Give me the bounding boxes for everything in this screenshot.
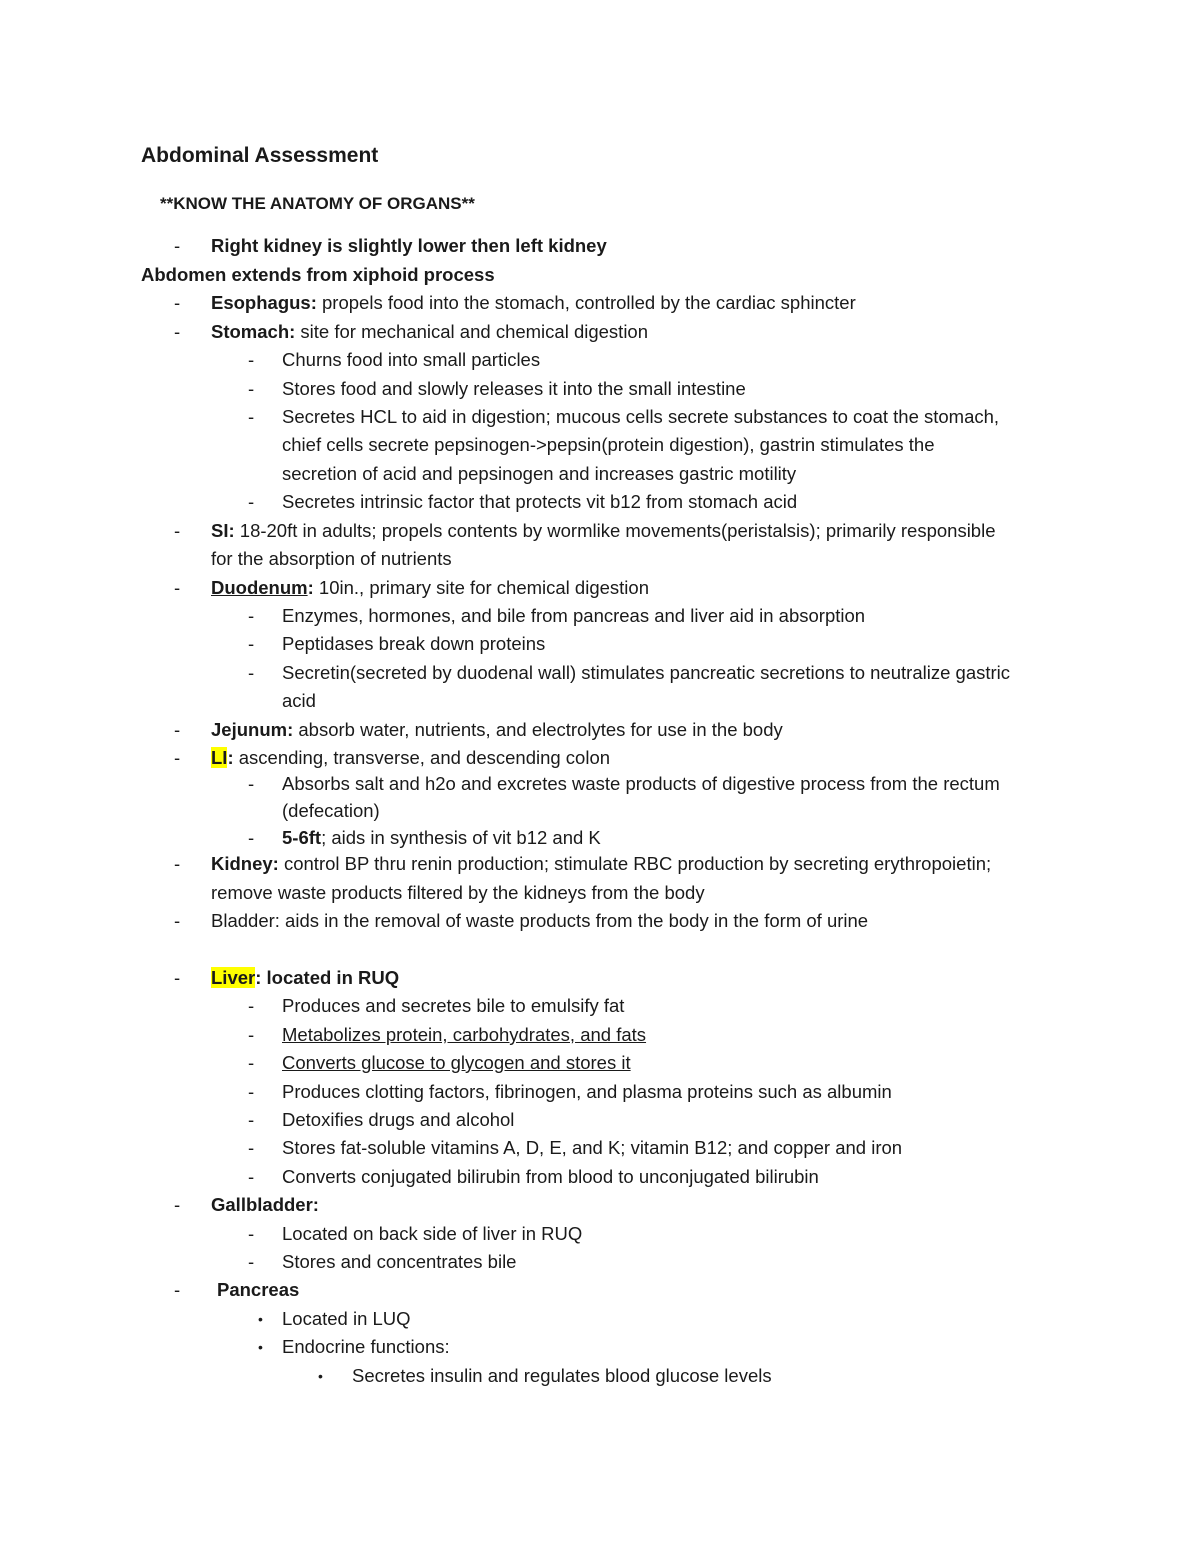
liver-item (211, 965, 399, 991)
kidney-note: Right kidney is slightly lower then left kidney (211, 235, 607, 256)
dash-marker: - (174, 747, 181, 768)
li-subitem-cont: (defecation) (282, 800, 380, 821)
dash-marker: - (174, 1279, 181, 1300)
liver-text: : located in RUQ (255, 967, 400, 988)
dash-marker: - (174, 967, 181, 988)
page-title: Abdominal Assessment (141, 144, 379, 167)
esophagus-term: Esophagus: (211, 292, 317, 313)
si-cont: for the absorption of nutrients (211, 548, 452, 569)
bullet-marker: • (258, 1339, 263, 1355)
bladder-item: Bladder: aids in the removal of waste products from the body in the form of urine (211, 910, 869, 931)
stomach-subitem: Secretes HCL to aid in digestion; mucous cells secrete substances to coat the stomach, (282, 406, 1000, 427)
jejunum-item (211, 717, 783, 743)
stomach-subitem: Churns food into small particles (282, 349, 541, 370)
liver-subitem: Produces clotting factors, fibrinogen, and plasma proteins such as albumin (282, 1081, 892, 1102)
pancreas-subitem: Located in LUQ (282, 1308, 411, 1329)
duodenum-colon: : (307, 577, 314, 598)
liver-subitem: Metabolizes protein, carbohydrates, and fats (282, 1024, 647, 1045)
li-text: ascending, transverse, and descending colon (233, 747, 611, 768)
duodenum-subitem: Enzymes, hormones, and bile from pancreas and liver aid in absorption (282, 605, 866, 626)
gallbladder-term: Gallbladder: (211, 1194, 319, 1215)
dash-marker: - (174, 853, 181, 874)
duodenum-item (211, 575, 649, 601)
stomach-item (211, 319, 648, 345)
kidney-term: Kidney: (211, 853, 279, 874)
duodenum-term: Duodenum (211, 577, 308, 598)
dash-marker: - (174, 520, 181, 541)
dash-marker: - (248, 1024, 255, 1045)
pancreas-subsubitem: Secretes insulin and regulates blood glucose levels (352, 1365, 772, 1386)
si-item (211, 518, 996, 544)
liver-subitem: Stores fat-soluble vitamins A, D, E, and K; vitamin B12; and copper and iron (282, 1137, 903, 1158)
jejunum-text: absorb water, nutrients, and electrolytes for use in the body (293, 719, 783, 740)
dash-marker: - (174, 235, 181, 256)
dash-marker: - (174, 577, 181, 598)
dash-marker: - (248, 1223, 255, 1244)
liver-subitem: Converts conjugated bilirubin from blood to unconjugated bilirubin (282, 1166, 819, 1187)
li-item (211, 745, 610, 771)
liver-subitem: Detoxifies drugs and alcohol (282, 1109, 515, 1130)
duodenum-subitem: Secretin(secreted by duodenal wall) stimulates pancreatic secretions to neutralize gastric (282, 662, 1011, 683)
dash-marker: - (248, 662, 255, 683)
dash-marker: - (248, 1081, 255, 1102)
si-term: SI: (211, 520, 235, 541)
dash-marker: - (248, 995, 255, 1016)
stomach-subitem: Secretes intrinsic factor that protects vit b12 from stomach acid (282, 491, 798, 512)
li-subitem: Absorbs salt and h2o and excretes waste products of digestive process from the rectum (282, 773, 1000, 794)
dash-marker: - (248, 605, 255, 626)
bullet-marker: • (258, 1311, 263, 1327)
duodenum-subitem: Peptidases break down proteins (282, 633, 546, 654)
li-colon: : (227, 747, 234, 768)
si-text: 18-20ft in adults; propels contents by wormlike movements(peristalsis); primarily responsible (234, 520, 996, 541)
dash-marker: - (248, 827, 255, 848)
gallbladder-subitem: Stores and concentrates bile (282, 1251, 517, 1272)
dash-marker: - (248, 1052, 255, 1073)
dash-marker: - (248, 633, 255, 654)
dash-marker: - (174, 719, 181, 740)
dash-marker: - (248, 773, 255, 794)
duodenum-subitem-cont: acid (282, 690, 316, 711)
li-term: LI (211, 747, 228, 768)
dash-marker: - (248, 349, 255, 370)
dash-marker: - (248, 406, 255, 427)
pancreas-term: Pancreas (217, 1279, 300, 1300)
dash-marker: - (174, 1194, 181, 1215)
kidney-text: control BP thru renin production; stimulate RBC production by secreting erythropoietin; (278, 853, 992, 874)
dash-marker: - (248, 1251, 255, 1272)
gallbladder-subitem: Located on back side of liver in RUQ (282, 1223, 583, 1244)
liver-term: Liver (211, 967, 256, 988)
dash-marker: - (248, 1109, 255, 1130)
liver-subitem: Converts glucose to glycogen and stores it (282, 1052, 631, 1073)
bullet-marker: • (318, 1368, 323, 1384)
kidney-cont: remove waste products filtered by the kidneys from the body (211, 882, 705, 903)
li-length: 5-6ft (282, 827, 322, 848)
stomach-subitem-cont: chief cells secrete pepsinogen->pepsin(protein digestion), gastrin stimulates the (282, 434, 935, 455)
li-length-text: ; aids in synthesis of vit b12 and K (321, 827, 601, 848)
know-anatomy-note: **KNOW THE ANATOMY OF ORGANS** (160, 194, 475, 213)
esophagus-item (211, 290, 856, 316)
liver-subitem: Produces and secretes bile to emulsify fat (282, 995, 625, 1016)
dash-marker: - (174, 292, 181, 313)
duodenum-text: 10in., primary site for chemical digestion (313, 577, 649, 598)
stomach-term: Stomach: (211, 321, 296, 342)
dash-marker: - (248, 378, 255, 399)
dash-marker: - (174, 910, 181, 931)
pancreas-subitem: Endocrine functions: (282, 1336, 450, 1357)
dash-marker: - (174, 321, 181, 342)
dash-marker: - (248, 1166, 255, 1187)
stomach-text: site for mechanical and chemical digestion (295, 321, 649, 342)
stomach-subitem: Stores food and slowly releases it into the small intestine (282, 378, 746, 399)
jejunum-term: Jejunum: (211, 719, 294, 740)
abdomen-heading: Abdomen extends from xiphoid process (141, 264, 495, 285)
li-subitem (282, 825, 601, 851)
dash-marker: - (248, 1137, 255, 1158)
esophagus-text: propels food into the stomach, controlled by the cardiac sphincter (316, 292, 856, 313)
kidney-item (211, 851, 991, 877)
dash-marker: - (248, 491, 255, 512)
stomach-subitem-cont: secretion of acid and pepsinogen and increases gastric motility (282, 463, 797, 484)
